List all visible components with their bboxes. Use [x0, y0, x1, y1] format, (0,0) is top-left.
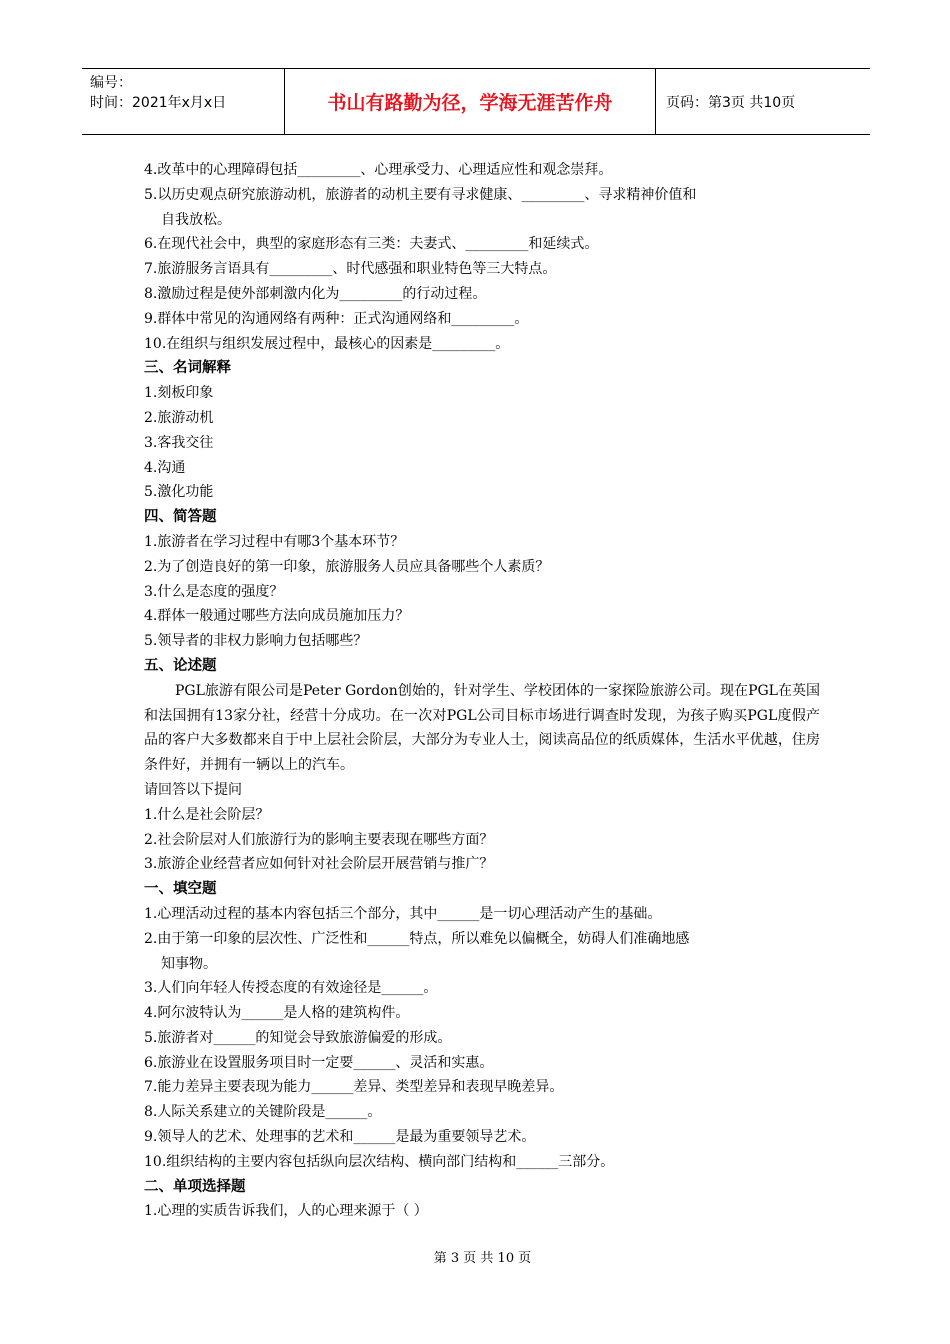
term-item: 4.沟通 — [144, 459, 186, 476]
fill-blank-item: 4.改革中的心理障碍包括_________、心理承受力、心理适应性和观念崇拜。 — [144, 162, 613, 178]
essay-question: 2.社会阶层对人们旅游行为的影响主要表现在哪些方面？ — [144, 831, 494, 848]
single-choice-item: 1.心理的实质告诉我们，人的心理来源于（ ） — [144, 1203, 428, 1220]
section-heading-terms: 三、名词解释 — [144, 360, 231, 377]
fill-blank-item: 6.在现代社会中，典型的家庭形态有三类：夫妻式、_________和延续式。 — [144, 236, 599, 253]
essay-prompt: 请回答以下提问 — [144, 781, 242, 798]
fill-blank-item: 2.由于第一印象的层次性、广泛性和______特点，所以难免以偏概全，妨碍人们准确地感 — [144, 930, 690, 947]
fill-blank-item: 5.以历史观点研究旅游动机，旅游者的动机主要有寻求健康、_________、寻求精神价值和 — [144, 186, 697, 203]
short-answer-item: 2.为了创造良好的第一印象，旅游服务人员应具备哪些个人素质？ — [144, 558, 550, 575]
section-heading-essay: 五、论述题 — [144, 657, 217, 674]
fill-blank-item: 6.旅游业在设置服务项目时一定要______、灵活和实惠。 — [144, 1054, 494, 1071]
fill-blank-item: 8.激励过程是使外部刺激内化为_________的行动过程。 — [144, 285, 487, 302]
header-meta — [82, 69, 284, 134]
page-footer: 第 3 页 共 10 页 — [433, 1251, 532, 1266]
document-number-label: 编号： — [90, 75, 132, 91]
fill-blank-item: 8.人际关系建立的关键阶段是______。 — [144, 1104, 382, 1121]
fill-blank-item: 4.阿尔波特认为______是人格的建筑构件。 — [144, 1005, 410, 1022]
document-body — [144, 158, 820, 1224]
header-page-label: 页码：第3页 共10页 — [666, 94, 796, 111]
page-header — [82, 68, 870, 135]
fill-blank-item: 5.旅游者对______的知觉会导致旅游偏爱的形成。 — [144, 1029, 452, 1046]
fill-blank-item: 9.群体中常见的沟通网络有两种：正式沟通网络和_________。 — [144, 310, 529, 327]
short-answer-item: 4.群体一般通过哪些方法向成员施加压力？ — [144, 608, 410, 625]
fill-blank-item-continuation: 知事物。 — [161, 955, 217, 972]
fill-blank-item-continuation: 自我放松。 — [161, 211, 231, 228]
fill-blank-item: 9.领导人的艺术、处理事的艺术和______是最为重要领导艺术。 — [144, 1129, 536, 1146]
document-time-label: 时间：2021年x月x日 — [90, 95, 227, 111]
fill-blank-item: 7.旅游服务言语具有_________、时代感强和职业特色等三大特点。 — [144, 261, 557, 278]
fill-blank-item: 1.心理活动过程的基本内容包括三个部分，其中______是一切心理活动产生的基础。 — [144, 905, 662, 922]
fill-blank-item: 7.能力差异主要表现为能力______差异、类型差异和表现早晚差异。 — [144, 1079, 564, 1096]
term-item: 5.激化功能 — [144, 484, 214, 501]
short-answer-item: 3.什么是态度的强度？ — [144, 583, 284, 600]
short-answer-item: 5.领导者的非权力影响力包括哪些？ — [144, 633, 368, 650]
short-answer-item: 1.旅游者在学习过程中有哪3个基本环节？ — [144, 533, 405, 550]
section-heading-single-choice: 二、单项选择题 — [144, 1178, 246, 1195]
fill-blank-item: 10.组织结构的主要内容包括纵向层次结构、横向部门结构和______三部分。 — [144, 1153, 615, 1170]
section-heading-fill-blank: 一、填空题 — [144, 881, 217, 898]
essay-question: 1.什么是社会阶层？ — [144, 806, 270, 823]
fill-blank-item: 3.人们向年轻人传授态度的有效途径是______。 — [144, 980, 438, 997]
term-item: 1.刻板印象 — [144, 385, 214, 402]
header-motto: 书山有路勤为径，学海无涯苦作舟 — [284, 69, 656, 134]
section-heading-short-answer: 四、简答题 — [144, 509, 217, 526]
essay-case-paragraph: PGL旅游有限公司是Peter Gordon创始的，针对学生、学校团体的一家探险旅游公司。现在PGL在英国和法国拥有13家分社，经营十分成功。在一次对PGL公司目标市场进行调查时发现，为孩子购买PGL度假产品的客户大多数都来自于中上层社会阶层，大部分为专业人士，阅读高品位的纸质媒体，生活水平优越，住房条件好，并拥有一辆以上的汽车。 — [144, 682, 820, 774]
term-item: 2.旅游动机 — [144, 409, 214, 426]
term-item: 3.客我交往 — [144, 434, 214, 451]
essay-question: 3.旅游企业经营者应如何针对社会阶层开展营销与推广？ — [144, 856, 494, 873]
fill-blank-item: 10.在组织与组织发展过程中，最核心的因素是_________。 — [144, 335, 510, 352]
